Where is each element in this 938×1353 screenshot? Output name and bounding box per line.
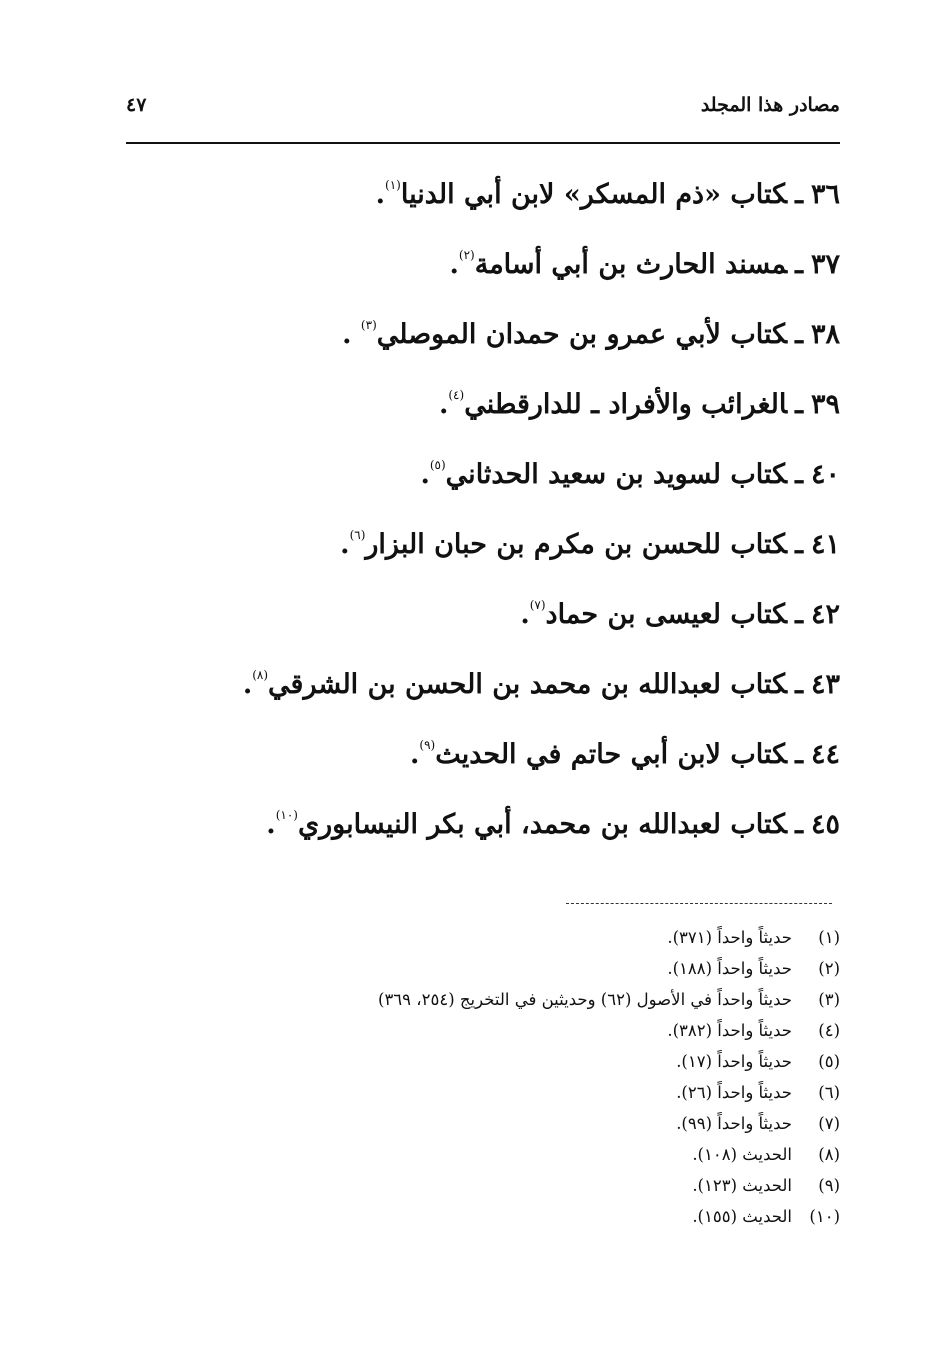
entry-separator: ـ [795,249,803,280]
entry-number: ٤٥ [810,809,840,840]
entry-number: ٣٨ [810,319,840,350]
entry-separator: ـ [795,739,803,770]
entry-text: كتاب لأبي عمرو بن حمدان الموصلي [376,319,788,350]
footnote [270,1077,840,1108]
entry-text: كتاب للحسن بن مكرم بن حبان البزار [365,529,788,560]
header-rule [126,142,840,144]
entry-text: كتاب لعيسى بن حماد [545,599,788,630]
footnote-text: حديثاً واحداً في الأصول (٦٢) وحديثين في التخريج (٢٥٤، ٣٦٩) [378,990,792,1009]
entry-text: كتاب لسويد بن سعيد الحدثاني [445,459,788,490]
entry-separator: ـ [795,809,803,840]
entry-text: الغرائب والأفراد ـ للدارقطني [464,389,788,420]
entry-end: . [340,529,350,560]
source-entry [200,160,840,230]
entry-separator: ـ [795,599,803,630]
footnote-separator [566,903,832,904]
entry-text: كتاب «ذم المسكر» لابن أبي الدنيا [400,179,788,210]
footnote [270,1108,840,1139]
entry-end: . [266,809,276,840]
source-entry [200,230,840,300]
entry-separator: ـ [795,179,803,210]
footnote-ref: (٥) [429,458,446,472]
entry-number: ٤٢ [810,599,840,630]
footnotes-list [270,922,840,1232]
entry-separator: ـ [795,529,803,560]
footnote-text: حديثاً واحداً (٢٦). [676,1083,792,1102]
entry-number: ٤٠ [810,459,840,490]
footnote-ref: (٧) [529,598,546,612]
entry-text: كتاب لابن أبي حاتم في الحديث [435,739,788,770]
footnote-text: الحديث (١٠٨). [692,1145,792,1164]
source-entry [200,650,840,720]
sources-list [200,160,840,860]
footnote-number: (٤) [818,1021,840,1040]
entry-separator: ـ [795,389,803,420]
entry-end: . [375,179,386,210]
footnote [270,1046,840,1077]
footnote-ref: (٤) [448,388,465,402]
footnote-ref: (٢) [458,248,475,262]
footnote-number: (٧) [818,1114,840,1133]
footnote-number: (١٠) [809,1207,840,1226]
entry-end: . [409,739,420,770]
entry-number: ٣٩ [810,389,840,420]
footnote-number: (٢) [818,959,840,978]
footnote-ref: (٣) [360,318,377,332]
footnote-number: (٨) [818,1145,840,1164]
footnote-number: (٥) [818,1052,840,1071]
entry-number: ٤٣ [810,669,840,700]
footnote [270,984,840,1015]
source-entry [200,300,840,370]
entry-end: . [438,389,449,420]
footnote [270,1170,840,1201]
footnote-ref: (٦) [349,528,366,542]
footnote-ref: (١٠) [275,808,298,822]
footnote-number: (٣) [818,990,840,1009]
entry-number: ٤٤ [810,739,840,770]
footnote-ref: (٩) [419,738,436,752]
source-entry [200,580,840,650]
footnote-text: حديثاً واحداً (٣٨٢). [667,1021,792,1040]
page-header [126,88,840,126]
entry-separator: ـ [795,319,803,350]
footnote-text: حديثاً واحداً (٩٩). [676,1114,792,1133]
source-entry [200,370,840,440]
entry-end: . [449,249,459,280]
footnote-text: الحديث (١٢٣). [692,1176,792,1195]
source-entry [200,720,840,790]
entry-end: . [420,459,430,490]
footnote [270,922,840,953]
footnote [270,1015,840,1046]
footnote-text: حديثاً واحداً (٣٧١). [667,928,792,947]
footnote-number: (١) [818,928,840,947]
entry-number: ٣٦ [810,179,840,210]
footnote-ref: (٨) [252,668,269,682]
footnote-number: (٦) [818,1083,840,1102]
footnote-text: الحديث (١٥٥). [692,1207,792,1226]
entry-separator: ـ [795,669,803,700]
footnote-ref: (١) [385,178,401,192]
entry-text: كتاب لعبدالله بن محمد بن الحسن بن الشرقي [268,669,788,700]
running-title: مصادر هذا المجلد [700,94,840,116]
source-entry [200,440,840,510]
entry-number: ٤١ [810,529,840,560]
source-entry [200,510,840,580]
footnote-number: (٩) [818,1176,840,1195]
footnote [270,953,840,984]
entry-number: ٣٧ [810,249,840,280]
entry-end: . [242,669,253,700]
source-entry [200,790,840,860]
entry-text: كتاب لعبدالله بن محمد، أبي بكر النيسابوري [297,809,788,840]
footnote [270,1201,840,1232]
entry-separator: ـ [795,459,803,490]
entry-text: مسند الحارث بن أبي أسامة [474,249,788,280]
footnote-text: حديثاً واحداً (١٧). [676,1052,792,1071]
page-number: ٤٧ [126,94,147,116]
entry-end: . [520,599,530,630]
footnote [270,1139,840,1170]
entry-end: . [342,319,361,350]
footnote-text: حديثاً واحداً (١٨٨). [667,959,792,978]
